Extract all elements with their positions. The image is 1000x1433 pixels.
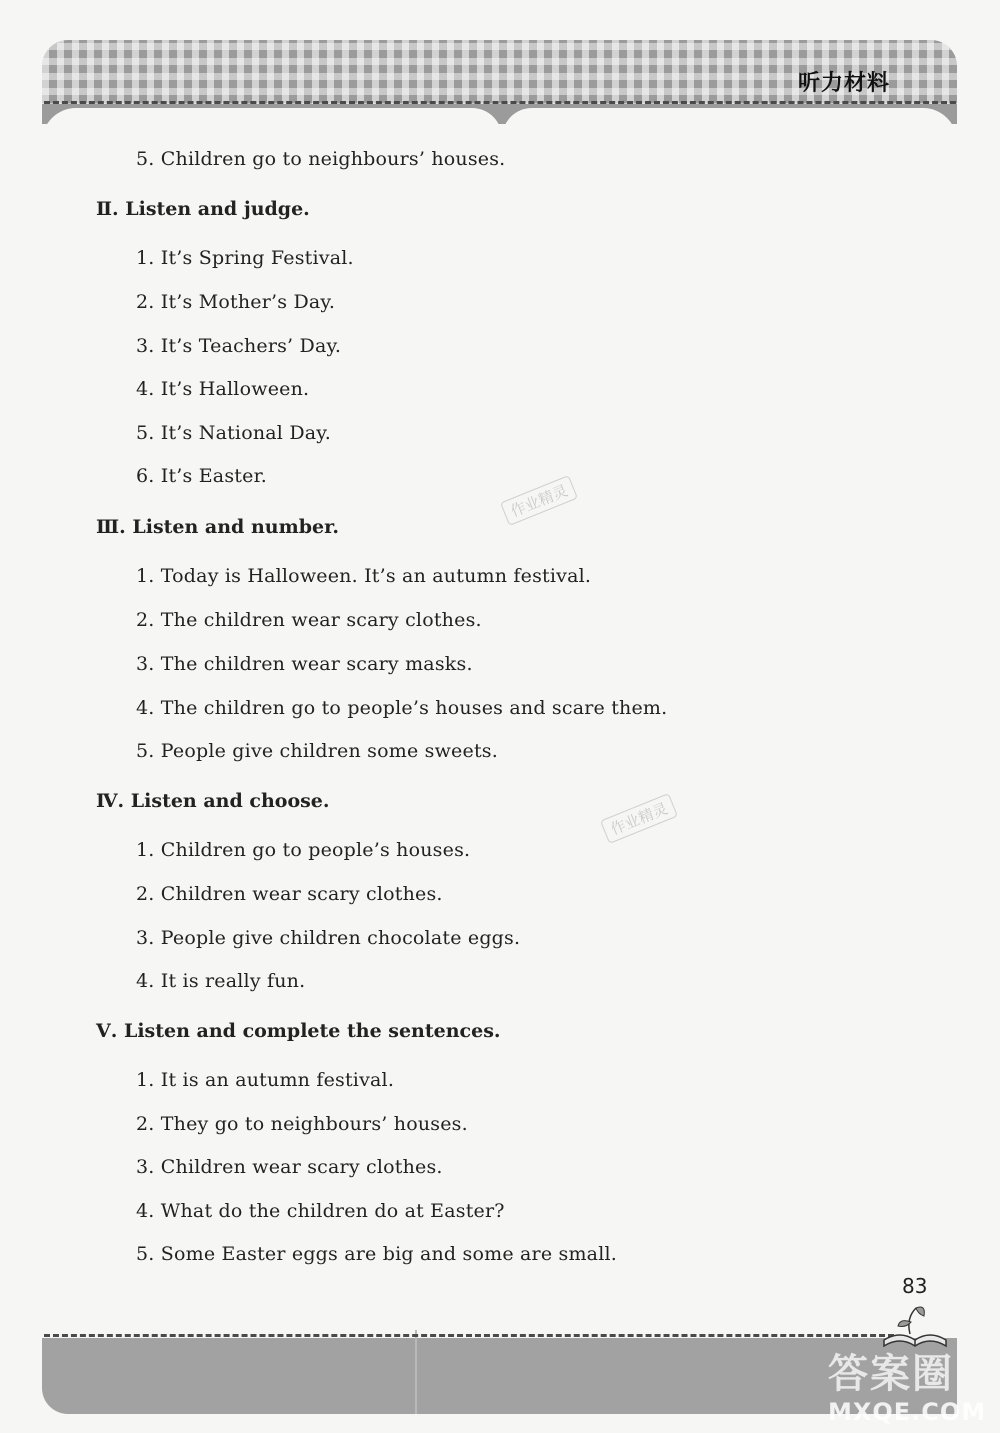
watermark-stamp: 作业精灵 (600, 793, 678, 844)
section-2-item: 3. It’s Teachers’ Day. (136, 335, 342, 357)
header-curve-left (42, 108, 502, 148)
section-2-item: 5. It’s National Day. (136, 422, 331, 444)
footer-banner (42, 1338, 957, 1414)
section-3-item: 5. People give children some sweets. (136, 740, 498, 762)
section-5-item: 2. They go to neighbours’ houses. (136, 1113, 468, 1135)
section-2-item: 1. It’s Spring Festival. (136, 247, 354, 269)
section-4-item: 3. People give children chocolate eggs. (136, 927, 521, 949)
section-2-item: 2. It’s Mother’s Day. (136, 291, 336, 313)
section-heading-2: Ⅱ. Listen and judge. (96, 198, 310, 220)
section-2-item: 6. It’s Easter. (136, 465, 267, 487)
section-heading-5: Ⅴ. Listen and complete the sentences. (96, 1020, 501, 1042)
section-2-item: 4. It’s Halloween. (136, 378, 310, 400)
section-5-item: 4. What do the children do at Easter? (136, 1200, 505, 1222)
intro-line: 5. Children go to neighbours’ houses. (136, 148, 506, 170)
section-3-item: 3. The children wear scary masks. (136, 653, 473, 675)
site-logo-watermark: 答案圈 (828, 1351, 954, 1397)
watermark-stamp: 作业精灵 (500, 475, 578, 526)
header-title: 听力材料 (797, 71, 890, 96)
section-5-item: 1. It is an autumn festival. (136, 1069, 395, 1091)
section-5-item: 3. Children wear scary clothes. (136, 1156, 443, 1178)
page-number: 83 (902, 1274, 928, 1298)
section-4-item: 4. It is really fun. (136, 970, 306, 992)
site-url-watermark: MXQE.COM (828, 1398, 987, 1426)
section-3-item: 4. The children go to people’s houses and scare them. (136, 697, 668, 719)
section-3-item: 1. Today is Halloween. It’s an autumn festival. (136, 565, 592, 587)
header-dashed-line (44, 101, 956, 104)
section-5-item: 5. Some Easter eggs are big and some are small. (136, 1243, 618, 1265)
section-3-item: 2. The children wear scary clothes. (136, 609, 482, 631)
section-4-item: 2. Children wear scary clothes. (136, 883, 443, 905)
section-heading-3: Ⅲ. Listen and number. (96, 516, 339, 538)
section-heading-4: Ⅳ. Listen and choose. (96, 790, 330, 812)
section-4-item: 1. Children go to people’s houses. (136, 839, 471, 861)
footer-dashed-line (44, 1334, 894, 1337)
header-curve-right (502, 108, 957, 148)
footer-divider (415, 1330, 417, 1414)
